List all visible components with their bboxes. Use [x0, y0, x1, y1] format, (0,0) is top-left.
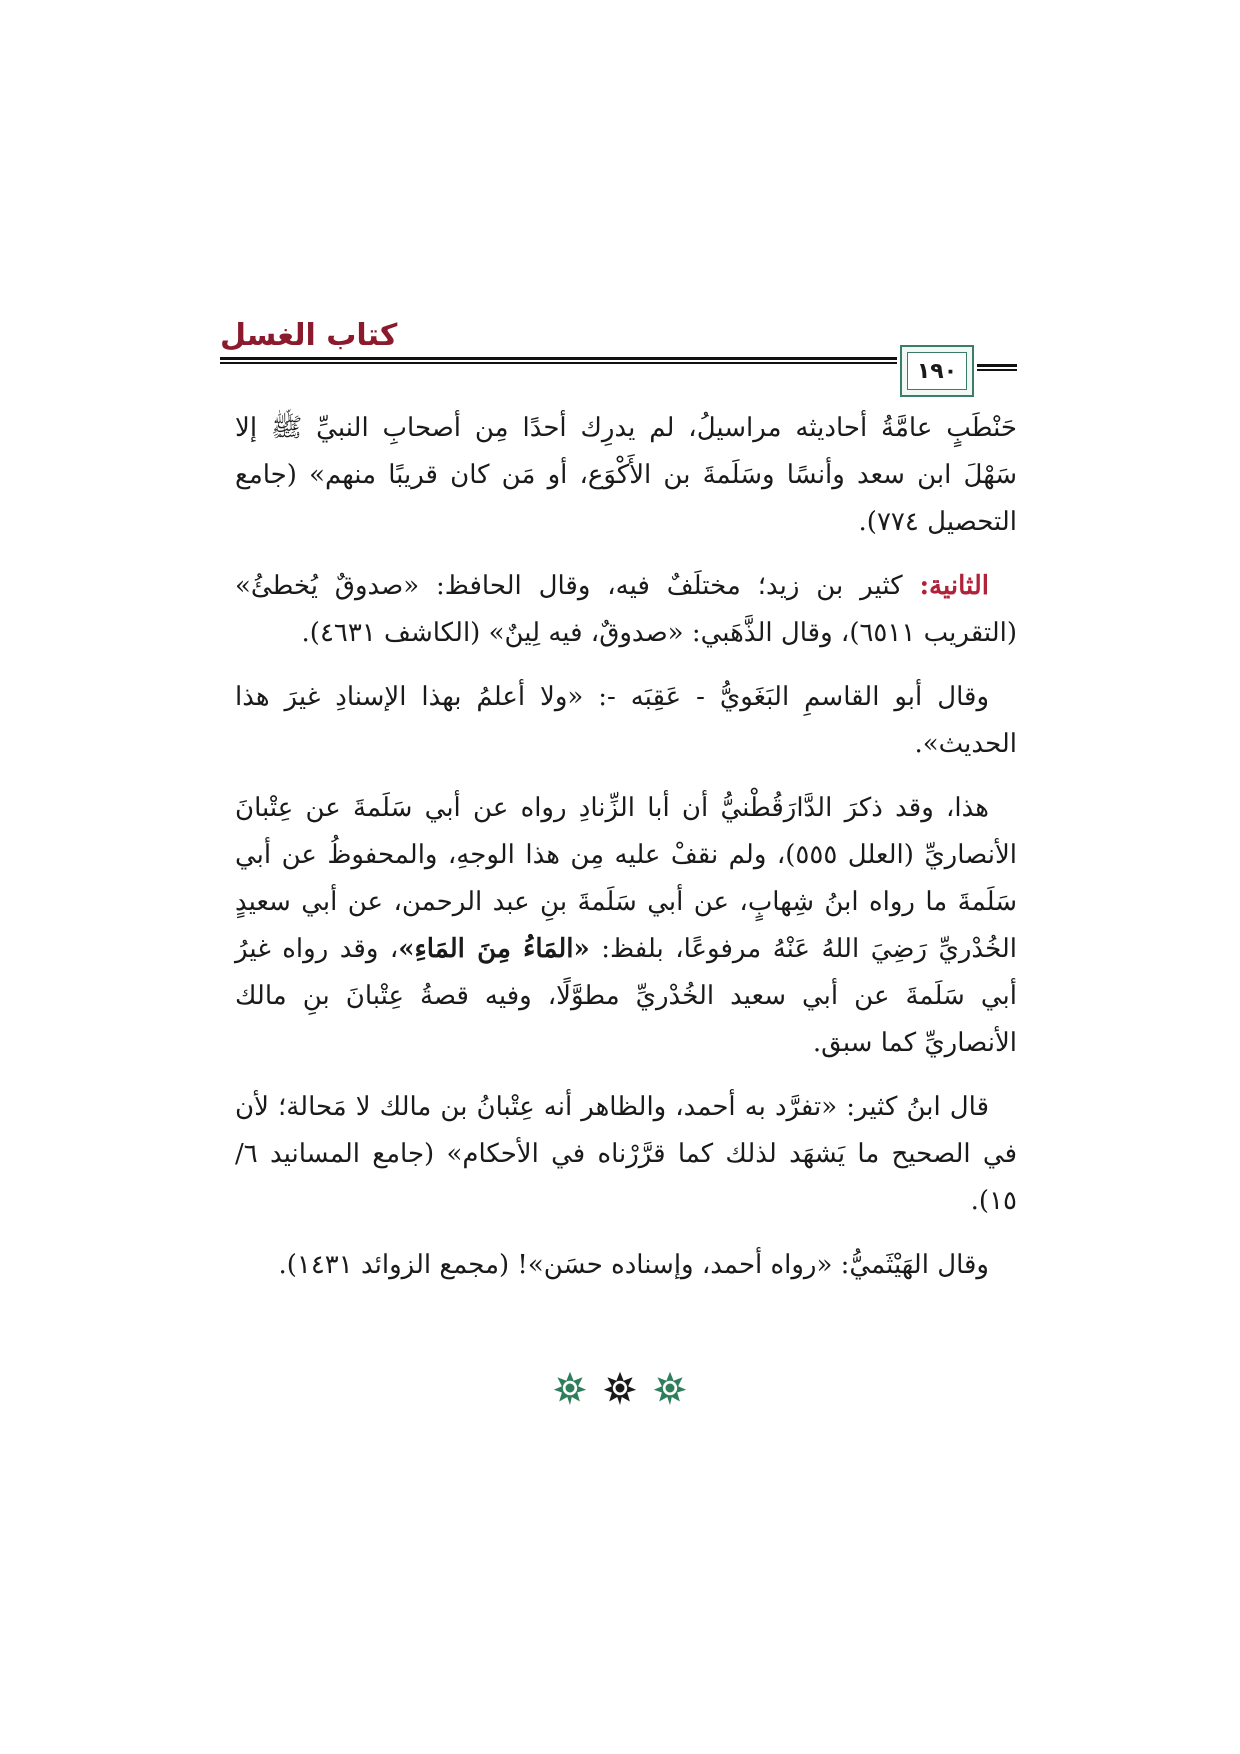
star-ornament-icon [552, 1370, 588, 1406]
page-body [235, 405, 1017, 1289]
section-label-second: الثانية: [919, 571, 989, 601]
star-ornament-icon [652, 1370, 688, 1406]
end-ornaments [0, 1370, 1240, 1406]
paragraph-6: وقال الهَيْثَميُّ: «رواه أحمد، وإسناده حسَن»! (مجمع الزوائد ١٤٣١). [278, 1250, 989, 1280]
star-ornament-icon [602, 1370, 638, 1406]
paragraph-4-text-a: هذا، وقد ذكرَ الدَّارَقُطْنيُّ أن أبا الزِّنادِ رواه عن أبي سَلَمةَ عن عِتْبانَ الأنصاريِّ (العلل ٥٥٥)، ولم نقفْ عليه مِن هذا الوجهِ، والمحفوظُ عن أبي سَلَمةَ ما رواه ابنُ شِهابٍ، عن أبي سَلَمةَ بنِ عبد الرحمن، عن أبي سعيدٍ الخُدْريِّ رَضِيَ اللهُ عَنْهُ مرفوعًا، بلفظ: [235, 793, 1017, 964]
chapter-title: كتاب الغسل [220, 318, 398, 353]
page-number-frame [900, 345, 974, 397]
paragraph-2 [235, 563, 1017, 657]
paragraph-2-text: كثير بن زيد؛ مختلَفٌ فيه، وقال الحافظ: «صدوقٌ يُخطئُ» (التقريب ٦٥١١)، وقال الذَّهَبي: «صدوقٌ، فيه لِينٌ» (الكاشف ٤٦٣١). [235, 571, 1017, 648]
paragraph-4 [235, 785, 1017, 1067]
paragraph-3: وقال أبو القاسمِ البَغَويُّ - عَقِبَه -: «ولا أعلمُ بهذا الإسنادِ غيرَ هذا الحديث». [235, 682, 1017, 759]
paragraph-1: حَنْطَبٍ عامَّةُ أحاديثه مراسيلُ، لم يدرِك أحدًا مِن أصحابِ النبيِّ ﷺ إلا سَهْلَ ابن سعد وأنسًا وسَلَمةَ بن الأَكْوَع، أو مَن كان قريبًا منهم» (جامع التحصيل ٧٧٤). [235, 413, 1017, 537]
paragraph-4-text-b: ، وقد رواه غيرُ أبي سَلَمةَ عن أبي سعيد الخُدْريِّ مطوَّلًا، وفيه قصةُ عِتْبانَ بنِ مالك الأنصاريِّ كما سبق. [235, 934, 1017, 1058]
page-header [0, 0, 1240, 400]
hadith-quote: «المَاءُ مِنَ المَاءِ» [398, 934, 590, 964]
paragraph-5: قال ابنُ كثير: «تفرَّد به أحمد، والظاهر أنه عِتْبانُ بن مالك لا مَحالة؛ لأن في الصحيح ما يَشهَد لذلك كما قرَّرْناه في الأحكام» (جامع المسانيد ٦/ ١٥). [235, 1092, 1017, 1216]
header-rule-right [977, 364, 1017, 371]
header-rule-left [220, 357, 897, 364]
page-number: ١٩٠ [907, 352, 967, 390]
